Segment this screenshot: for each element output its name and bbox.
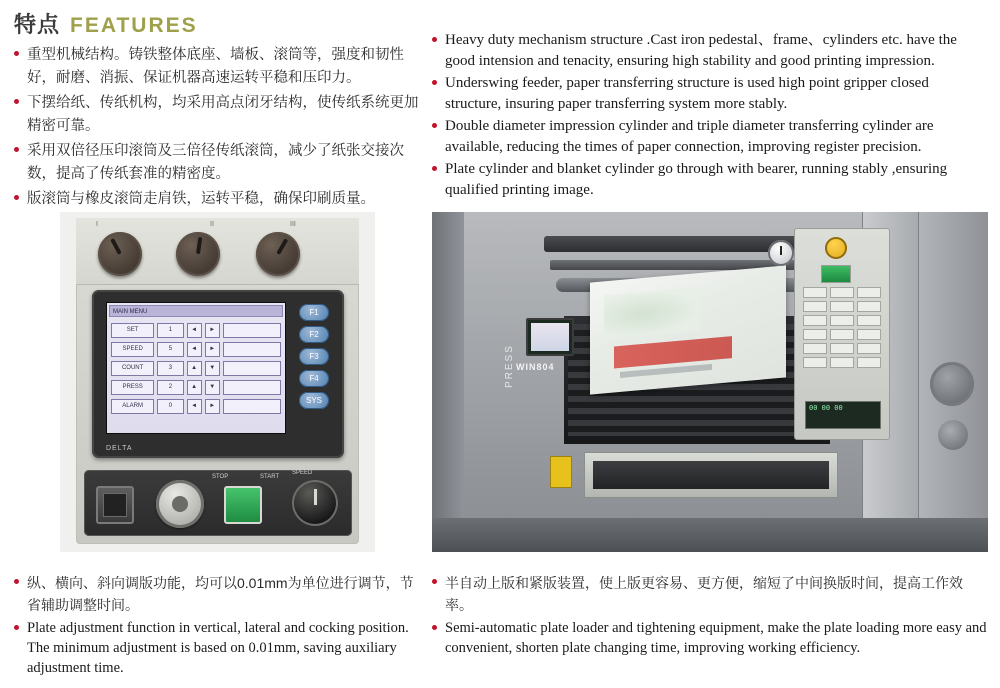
function-key-f4[interactable]: F4: [299, 370, 329, 387]
list-item: [14, 572, 426, 616]
press-side-display[interactable]: [526, 318, 574, 356]
press-ink-tray: [584, 452, 838, 498]
hmi-row[interactable]: [111, 359, 281, 378]
right-feature-list: [432, 30, 988, 202]
list-item: [14, 140, 426, 186]
panel-button[interactable]: [830, 315, 854, 326]
hmi-brand-label: DELTA: [106, 445, 133, 452]
hmi-row-arrow-left[interactable]: ◄: [187, 342, 202, 357]
hmi-row-extra[interactable]: [223, 323, 281, 338]
list-item: [14, 618, 426, 678]
press-left-frame: [432, 212, 464, 518]
hmi-row-extra[interactable]: [223, 361, 281, 376]
bullet-dot-icon: [14, 51, 19, 56]
en-bullet-list: [432, 30, 988, 201]
hmi-row-arrow-left[interactable]: ◄: [187, 323, 202, 338]
hmi-screen[interactable]: [106, 302, 286, 434]
sheet-artwork-image: [604, 287, 700, 339]
hmi-row-label: SET: [111, 323, 154, 338]
square-button[interactable]: [96, 486, 134, 524]
hmi-screen-title: MAIN MENU: [109, 305, 283, 317]
panel-button[interactable]: [803, 287, 827, 298]
hmi-row-arrow-right[interactable]: ►: [205, 399, 220, 414]
hmi-row[interactable]: [111, 321, 281, 340]
cn-bullet-list: [14, 44, 426, 211]
rotary-knob-2[interactable]: [176, 232, 220, 276]
list-item: [14, 188, 426, 211]
bullet-dot-icon: [432, 37, 437, 42]
left-note-list: [14, 572, 426, 678]
hmi-function-keys: [299, 304, 335, 414]
panel-button[interactable]: [830, 329, 854, 340]
green-start-button[interactable]: [224, 486, 262, 524]
list-item: [432, 618, 988, 658]
knob-label-3: III: [290, 221, 296, 228]
bullet-dot-icon: [14, 625, 19, 630]
panel-lcd-text: 00 00 00: [809, 404, 843, 412]
speed-dial[interactable]: [292, 480, 338, 526]
press-drive-gear: [930, 362, 974, 406]
hmi-row-extra[interactable]: [223, 399, 281, 414]
feature-text: Plate cylinder and blanket cylinder go through with bearer, running stably ,ensuring qualified printing image.: [445, 161, 948, 198]
panel-button-grid[interactable]: [803, 287, 881, 368]
hmi-row-extra[interactable]: [223, 380, 281, 395]
feature-text: Heavy duty mechanism structure .Cast iron pedestal、frame、cylinders etc. have the good intension and tenacity, ensuring high stability and good printing impression.: [445, 32, 957, 69]
panel-button[interactable]: [830, 357, 854, 368]
left-note-block: [14, 572, 426, 680]
page-title-en: FEATURES: [70, 14, 198, 37]
emergency-stop-button[interactable]: [825, 237, 847, 259]
bullet-dot-icon: [14, 99, 19, 104]
page-title: [14, 8, 198, 39]
knob-label-2: II: [210, 221, 214, 228]
button-label-stop: STOP: [212, 474, 229, 480]
knob-label-1: I: [96, 221, 98, 228]
panel-button[interactable]: [857, 301, 881, 312]
bullet-dot-icon: [432, 123, 437, 128]
note-text-cn: 纵、横向、斜向调版功能，均可以0.01mm为单位进行调节，节省辅助调整时间。: [27, 575, 414, 613]
bullet-dot-icon: [14, 579, 19, 584]
bullet-dot-icon: [432, 579, 437, 584]
page-title-cn: 特点: [14, 12, 61, 37]
bullet-dot-icon: [432, 80, 437, 85]
function-key-f3[interactable]: F3: [299, 348, 329, 365]
press-control-panel[interactable]: [794, 228, 890, 440]
panel-button[interactable]: [803, 315, 827, 326]
rotary-knob-1[interactable]: [98, 232, 142, 276]
hmi-parameter-rows: [111, 321, 281, 416]
panel-button[interactable]: [857, 329, 881, 340]
left-feature-list: [14, 44, 426, 213]
panel-button[interactable]: [803, 301, 827, 312]
square-button-inner: [103, 493, 127, 517]
bullet-dot-icon: [432, 166, 437, 171]
panel-button[interactable]: [803, 357, 827, 368]
hmi-row-arrow-right[interactable]: ▼: [205, 380, 220, 395]
press-printing-unit: [464, 212, 862, 518]
hmi-row-arrow-left[interactable]: ▲: [187, 361, 202, 376]
press-drive-gear-small: [938, 420, 968, 450]
bullet-dot-icon: [14, 195, 19, 200]
hmi-row-value[interactable]: 1: [157, 323, 183, 338]
function-key-f2[interactable]: F2: [299, 326, 329, 343]
button-label-start: START: [260, 474, 280, 480]
hmi-row-arrow-right[interactable]: ►: [205, 323, 220, 338]
bullet-dot-icon: [14, 147, 19, 152]
feature-text: Double diameter impression cylinder and triple diameter transferring cylinder are available, reducing the times of paper connection, improving register precision.: [445, 118, 934, 155]
panel-button[interactable]: [830, 343, 854, 354]
hmi-row-arrow-left[interactable]: ◄: [187, 399, 202, 414]
panel-button[interactable]: [857, 287, 881, 298]
list-item: [432, 116, 988, 158]
hmi-row[interactable]: [111, 340, 281, 359]
panel-button[interactable]: [857, 343, 881, 354]
console-button-panel: [84, 470, 352, 536]
list-item: [14, 92, 426, 138]
hmi-row-arrow-right[interactable]: ▼: [205, 361, 220, 376]
panel-button[interactable]: [803, 343, 827, 354]
hmi-row-label: COUNT: [111, 361, 154, 376]
feature-text: 下摆给纸、传纸机构，均采用高点闭牙结构，使传纸系统更加精密可靠。: [27, 95, 419, 134]
list-item: [432, 159, 988, 201]
hmi-row-value[interactable]: 2: [157, 380, 183, 395]
pressure-gauge-icon: [768, 240, 794, 266]
hmi-row-value[interactable]: 5: [157, 342, 183, 357]
note-text-en: Semi-automatic plate loader and tightening equipment, make the plate loading more easy and convenient, shorten plate changing time, improving working efficiency.: [445, 620, 987, 656]
sheet-artwork-banner: [614, 336, 732, 368]
panel-lcd: [805, 401, 881, 429]
hmi-row-arrow-right[interactable]: ►: [205, 342, 220, 357]
note-text-en: Plate adjustment function in vertical, lateral and cocking position. The minimum adjustment is based on 0.01mm, saving auxiliary adjustment time.: [27, 620, 409, 676]
hmi-row[interactable]: [111, 378, 281, 397]
hmi-row-label: SPEED: [111, 342, 154, 357]
rotary-knob-3[interactable]: [256, 232, 300, 276]
feature-text: Underswing feeder, paper transferring structure is used high point gripper closed structure, insuring paper transferring system more stably.: [445, 75, 929, 112]
list-item: [432, 30, 988, 72]
panel-button[interactable]: [857, 315, 881, 326]
function-key-sys[interactable]: SYS: [299, 392, 329, 409]
button-label-speed: SPEED: [292, 470, 313, 476]
hmi-row-label: ALARM: [111, 399, 154, 414]
press-side-display-screen: [531, 323, 569, 351]
press-yellow-marker: [550, 456, 572, 488]
press-model-label: WIN804: [516, 362, 555, 372]
panel-button[interactable]: [830, 301, 854, 312]
list-item: [14, 44, 426, 90]
press-floor: [432, 518, 988, 552]
bullet-dot-icon: [432, 625, 437, 630]
right-note-list: [432, 572, 988, 658]
feature-text: 重型机械结构。铸铁整体底座、墙板、滚筒等，强度和韧性好，耐磨、消振、保证机器高速运转平稳和压印力。: [27, 47, 404, 86]
note-text-cn: 半自动上版和紧版装置，使上版更容易、更方便，缩短了中间换版时间，提高工作效率。: [445, 575, 963, 613]
hmi-row[interactable]: [111, 397, 281, 416]
jog-wheel[interactable]: [156, 480, 204, 528]
panel-green-button[interactable]: [821, 265, 851, 283]
hmi-row-value[interactable]: 3: [157, 361, 183, 376]
panel-button[interactable]: [803, 329, 827, 340]
printed-sheet: [590, 265, 786, 394]
hmi-row-value[interactable]: 0: [157, 399, 183, 414]
hmi-row-extra[interactable]: [223, 342, 281, 357]
panel-button[interactable]: [857, 357, 881, 368]
feature-text: 采用双倍径压印滚筒及三倍径传纸滚筒，减少了纸张交接次数，提高了传纸套准的精密度。: [27, 143, 404, 182]
press-photo: [432, 212, 988, 552]
list-item: [432, 572, 988, 616]
right-note-block: [432, 572, 988, 660]
panel-button[interactable]: [830, 287, 854, 298]
press-side-text: PRESS: [504, 344, 515, 388]
hmi-row-label: PRESS: [111, 380, 154, 395]
list-item: [432, 73, 988, 115]
console-photo: [60, 212, 375, 552]
function-key-f1[interactable]: F1: [299, 304, 329, 321]
press-ink-tray-inner: [593, 461, 829, 489]
hmi-touch-panel[interactable]: [92, 290, 344, 458]
hmi-row-arrow-left[interactable]: ▲: [187, 380, 202, 395]
feature-text: 版滚筒与橡皮滚筒走肩铁，运转平稳，确保印刷质量。: [27, 191, 375, 207]
